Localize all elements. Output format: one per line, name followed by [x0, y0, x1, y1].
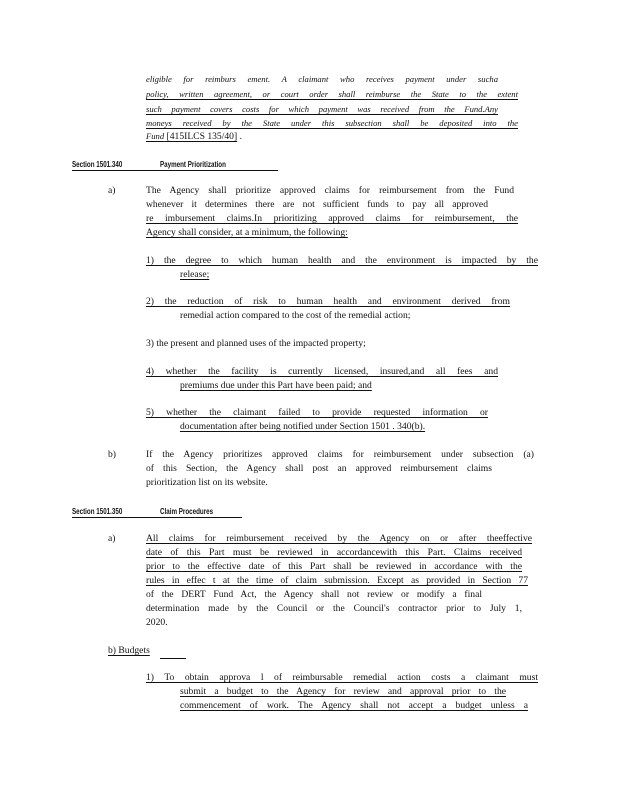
section-title: Payment Prioritization [160, 160, 226, 169]
text-line: 3) the present and planned uses of the impacted property; [146, 338, 366, 349]
text-line: 2) the reduction of risk to human health and environment derived from [146, 296, 510, 307]
text-line: If the Agency prioritizes approved claims for reimbursement under subsection (a) [146, 449, 534, 460]
section-rule [72, 170, 278, 171]
text-line: prioritization list on its website. [146, 477, 268, 488]
section-title: Claim Procedures [160, 507, 214, 516]
text-span: Fund [146, 131, 165, 141]
section-rule [72, 517, 242, 518]
subsection-label: b) [108, 449, 116, 460]
text-line: remedial action compared to the cost of the remedial action; [180, 310, 411, 321]
text-line: policy, written agreement, or court order shall reimburse the State to the extent [146, 89, 518, 99]
subsection-label: a) [108, 533, 116, 544]
section-number: Section 1501.340 [72, 160, 123, 169]
text-line: eligible for reimburs ement. A claimant who receives payment under sucha [146, 74, 498, 84]
text-line: premiums due under this Part have been paid; and [180, 380, 372, 391]
text-line: 4) whether the facility is currently licensed, insured,and all fees and [146, 366, 498, 377]
text-line: rules in effec t at the time of claim submission. Except as provided in Section 77 [146, 575, 528, 586]
text-line: moneys received by the State under this subsection shall be deposited into the [146, 118, 518, 128]
text-line: re imbursement claims.In prioritizing approved claims for reimbursement, the [146, 213, 518, 224]
text-line: release; [180, 269, 210, 280]
citation: [415ILCS 135/40] [164, 131, 238, 142]
text-line: of this Section, the Agency shall post an approved reimbursement claims [146, 463, 492, 474]
heading-rule [160, 658, 186, 659]
text-line: submit a budget to the Agency for review and approval prior to the [180, 686, 506, 697]
text-line: All claims for reimbursement received by the Agency on or after theeffective [146, 533, 532, 544]
text-line: commencement of work. The Agency shall not accept a budget unless a [180, 700, 528, 711]
text-line: documentation after being notified under Section 1501 . 340(b). [180, 421, 426, 432]
text-line: 1) the degree to which human health and the environment is impacted by the [146, 255, 538, 266]
text-line: determination made by the Council or the Council's contractor prior to July 1, [146, 603, 522, 614]
text-line [146, 130, 242, 143]
subsection-heading: b) Budgets [108, 645, 150, 656]
section-number: Section 1501.350 [72, 507, 123, 516]
text-line: 5) whether the claimant failed to provide requested information or [146, 407, 488, 418]
text-line: 1) To obtain approva l of reimbursable remedial action costs a claimant must [146, 672, 538, 683]
text-line: prior to the effective date of this Part shall be reviewed in accordance with the [146, 561, 522, 572]
text-line: 2020. [146, 617, 168, 628]
text-line: Agency shall consider, at a minimum, the following: [146, 227, 348, 238]
text-line: of the DERT Fund Act, the Agency shall not review or modify a final [146, 589, 482, 600]
text-line: such payment covers costs for which payment was received from the Fund.Any [146, 104, 498, 114]
text-span: . [237, 131, 242, 142]
subsection-label: a) [108, 185, 116, 196]
text-line: date of this Part must be reviewed in accordancewith this Part. Claims received [146, 547, 522, 558]
text-line: whenever it determines there are not sufficient funds to pay all approved [146, 199, 488, 210]
text-line: The Agency shall prioritize approved claims for reimbursement from the Fund [146, 185, 514, 196]
